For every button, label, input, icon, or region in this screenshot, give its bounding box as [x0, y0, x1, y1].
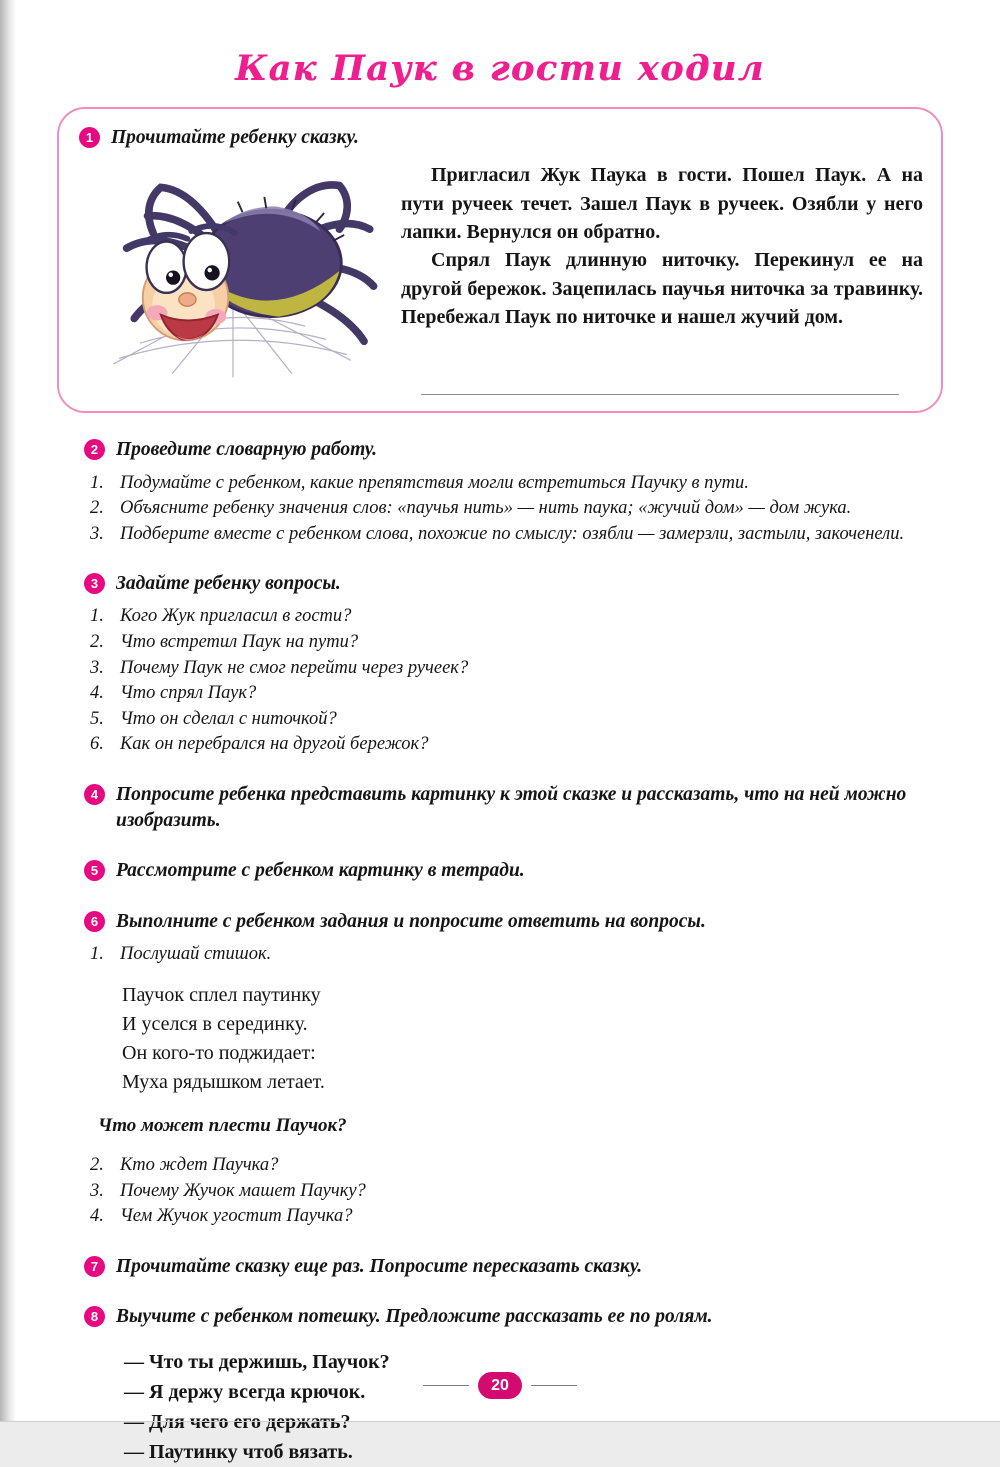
spider-nose: [179, 293, 196, 306]
step-heading: Прочитайте ребенку сказку.: [111, 127, 359, 148]
list-item: 3. Почему Жучок машет Паучку?: [90, 1180, 366, 1201]
list-item: 1. Послушай стишок.: [90, 943, 272, 964]
step-number-badge: 5: [84, 860, 105, 881]
spider-eye: [184, 233, 230, 290]
step-heading: Задайте ребенку вопросы.: [116, 573, 341, 595]
spider-illustration: [79, 153, 401, 390]
step-number-badge: 7: [84, 1256, 105, 1277]
spider-image: [79, 157, 387, 385]
list-item: 4. Чем Жучок угостит Паучка?: [90, 1206, 353, 1227]
poem-block: [122, 981, 948, 1097]
poem-question: Что может плести Паучок?: [98, 1115, 347, 1137]
poem-line: Муха рядышком летает.: [122, 1071, 325, 1094]
step-number-badge: 6: [84, 911, 105, 932]
rhyme-line: — Что ты держишь, Паучок?: [124, 1350, 390, 1373]
rhyme-line: — Для чего его держать?: [124, 1410, 351, 1433]
rhyme-block: [124, 1347, 948, 1467]
tasks-questions-list: [90, 1153, 948, 1230]
section-look-picture: [84, 858, 948, 884]
page-footer: [0, 1372, 1000, 1399]
step-number-badge: 3: [84, 573, 105, 594]
footer-rule-left: [423, 1385, 469, 1386]
step-heading: Выполните с ребенком задания и попросите ответить на вопросы.: [116, 910, 706, 932]
list-item: 2. Что встретил Паук на пути?: [90, 632, 359, 652]
list-item: 1. Кого Жук пригласил в гости?: [90, 606, 352, 627]
list-item: 4. Что спрял Паук?: [90, 683, 257, 704]
story-paragraph: Пригласил Жук Паука в гости. Пошел Паук. А на пути ручеек течет. Зашел Паук в ручеек. Озябли у него лапки. Вернулся он обратно.: [401, 164, 923, 244]
section-tasks: [84, 909, 948, 1230]
step-number-badge: 1: [79, 127, 100, 148]
rhyme-line: — Паутинку чтоб вязать.: [124, 1440, 353, 1463]
divider-line: [421, 394, 899, 395]
step-heading: Прочитайте сказку еще раз. Попросите пересказать сказку.: [116, 1255, 643, 1277]
step-heading: Выучите с ребенком потешку. Предложите рассказать ее по ролям.: [116, 1306, 713, 1328]
vocabulary-list: [90, 471, 948, 548]
step-1: [79, 125, 923, 151]
section-questions: [84, 571, 948, 757]
step-heading: Рассмотрите с ребенком картинку в тетради.: [116, 860, 525, 882]
step-heading: Попросите ребенка представить картинку к этой сказке и рассказать, что на ней можно изобразить.: [116, 783, 907, 831]
story-paragraph: Спрял Паук длинную ниточку. Перекинул ее на другой бережок. Зацепилась паучья ниточка за травинку. Перебежал Паук по ниточке и нашел жучий дом.: [401, 249, 923, 329]
page-number-badge: 20: [478, 1372, 522, 1399]
rhyme-line: — Я держу всегда крючок.: [124, 1380, 366, 1403]
list-item: 3. Подберите вместе с ребенком слова, похожие по смыслу: озябли — замерзли, застыли, закоченели.: [90, 523, 905, 544]
section-imagine-picture: [84, 782, 948, 835]
footer-rule-right: [531, 1385, 577, 1386]
story-box: [57, 107, 943, 413]
section-reread: [84, 1254, 948, 1280]
step-number-badge: 8: [84, 1306, 105, 1327]
page-title: Как Паук в гости ходил: [235, 48, 765, 89]
tasks-list: [90, 942, 948, 968]
poem-line: Он кого-то поджидает:: [122, 1042, 316, 1065]
step-number-badge: 4: [84, 784, 105, 805]
poem-line: Паучок сплел паутинку: [122, 984, 321, 1007]
story-text: [401, 153, 923, 390]
story-row: [79, 153, 923, 390]
list-item: 2. Кто ждет Паучка?: [90, 1155, 279, 1176]
questions-list: [90, 604, 948, 757]
spider-eye: [147, 242, 187, 293]
section-vocabulary: [84, 437, 948, 547]
step-number-badge: 2: [84, 439, 105, 460]
instruction-sections: [0, 437, 1000, 1466]
list-item: 1. Подумайте с ребенком, какие препятствия могли встретиться Паучку в пути.: [90, 472, 749, 493]
list-item: 3. Почему Паук не смог перейти через ручеек?: [90, 657, 469, 678]
list-item: 2. Объясните ребенку значения слов: «паучья нить» — нить паука; «жучий дом» — дом жука.: [90, 498, 852, 519]
step-heading: Проведите словарную работу.: [116, 439, 378, 461]
poem-line: И уселся в серединку.: [122, 1013, 308, 1036]
list-item: 5. Что он сделал с ниточкой?: [90, 708, 337, 729]
list-item: 6. Как он перебрался на другой бережок?: [90, 734, 429, 755]
